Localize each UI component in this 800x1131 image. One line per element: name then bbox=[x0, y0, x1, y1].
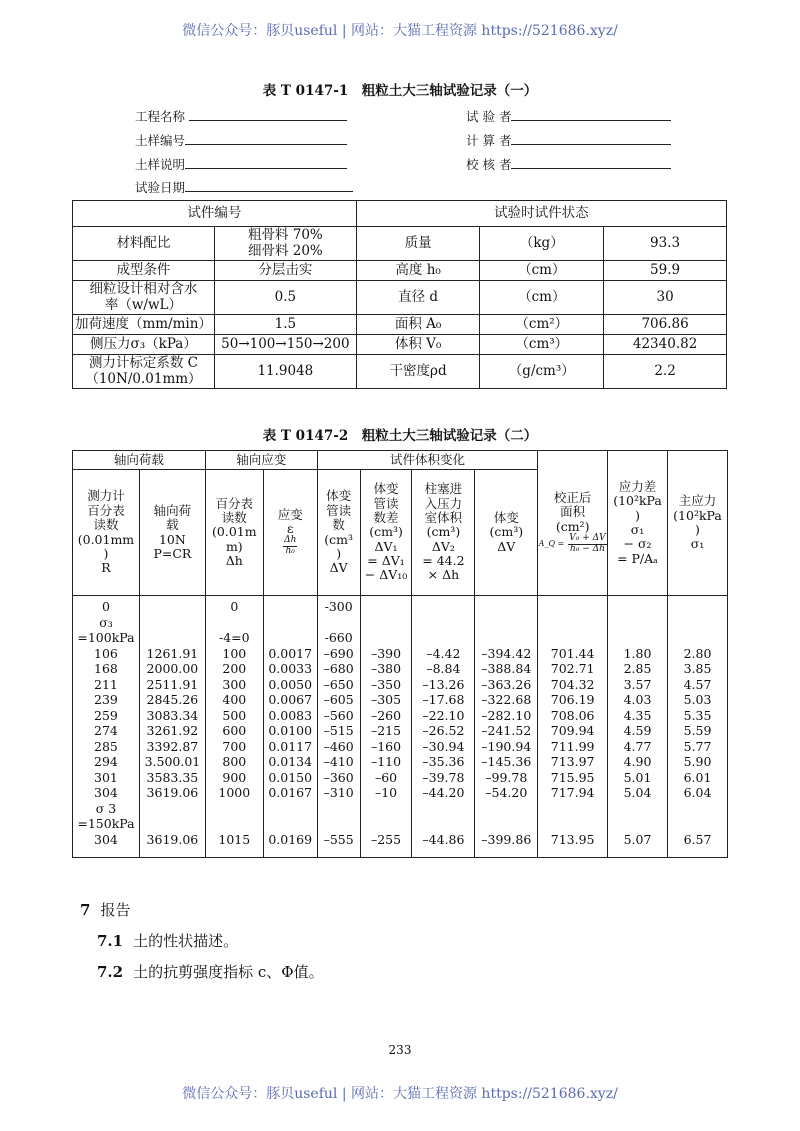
table-cell bbox=[608, 801, 667, 817]
table-cell bbox=[140, 615, 205, 631]
table-cell bbox=[475, 630, 537, 646]
t1-cell: 93.3 bbox=[604, 227, 727, 261]
table-cell: 5.59 bbox=[683, 723, 712, 738]
table-cell: -4=0 bbox=[219, 630, 250, 645]
table-cell: –460 bbox=[323, 738, 354, 754]
table-cell: 1261.91 bbox=[146, 645, 199, 661]
t2-data-c6 bbox=[360, 596, 412, 858]
table-cell: –605 bbox=[323, 692, 354, 707]
t1-cell: 加荷速度（mm/min） bbox=[73, 315, 215, 335]
field-checker: 校 核 者 bbox=[466, 155, 671, 173]
table-cell: –4.42 bbox=[426, 645, 461, 661]
t1-cell: 706.86 bbox=[604, 315, 727, 335]
field-tester: 试 验 者 bbox=[466, 107, 671, 125]
table-cell: 2.85 bbox=[623, 661, 652, 676]
report-heading: 7 报告 bbox=[80, 901, 131, 919]
table-cell: –322.68 bbox=[481, 692, 532, 707]
table-cell: –10 bbox=[374, 785, 398, 800]
table-cell: 3.85 bbox=[683, 661, 712, 676]
table-cell bbox=[668, 599, 727, 615]
t1-header-left: 试件编号 bbox=[73, 201, 357, 227]
table-cell: 0.0033 bbox=[268, 661, 313, 676]
table-cell bbox=[608, 599, 667, 615]
table-cell: –650 bbox=[323, 676, 354, 692]
table-cell bbox=[318, 801, 360, 817]
t1-cell: 直径 d bbox=[356, 281, 480, 315]
table-cell: 4.77 bbox=[623, 738, 652, 754]
table1 bbox=[72, 200, 727, 389]
table-cell bbox=[361, 615, 412, 631]
table-cell: –260 bbox=[370, 707, 402, 723]
field-test-date: 试验日期 bbox=[135, 178, 353, 196]
table-cell: 0 bbox=[101, 599, 110, 614]
t2-data-c4 bbox=[263, 596, 317, 858]
t1-cell: 侧压力σ₃（kPa） bbox=[73, 335, 215, 355]
table-cell: –215 bbox=[370, 723, 402, 738]
table2-title: 表 T 0147-2 粗粒土大三轴试验记录（二） bbox=[262, 428, 538, 444]
table-cell: –388.84 bbox=[481, 661, 532, 676]
table-cell: –555 bbox=[323, 831, 354, 847]
table-cell bbox=[361, 630, 412, 646]
table-cell: 3392.87 bbox=[146, 738, 199, 754]
t2-col-principal-stress: 主应力 (10²kPa ) σ₁ bbox=[667, 451, 727, 596]
table-cell bbox=[264, 801, 317, 817]
table-cell: –30.94 bbox=[422, 738, 465, 754]
t2-col-axial-load: 轴向荷 载 10N P=CR bbox=[139, 470, 205, 596]
table-cell: –394.42 bbox=[481, 645, 532, 661]
table-cell: 5.04 bbox=[623, 785, 652, 800]
t1-cell: 42340.82 bbox=[604, 335, 727, 355]
table2 bbox=[72, 450, 728, 858]
table-cell: –560 bbox=[323, 707, 354, 723]
table-cell: 0.0100 bbox=[268, 723, 313, 738]
table-cell bbox=[264, 599, 317, 615]
table-cell: 5.77 bbox=[683, 738, 712, 754]
table-cell: –690 bbox=[323, 645, 354, 661]
table-cell bbox=[668, 801, 727, 817]
table-cell: –399.86 bbox=[481, 831, 532, 847]
watermark-top: 微信公众号：豚贝useful | 网站：大猫工程资源 https://521686.xyz/ bbox=[182, 23, 618, 39]
table-cell: 3619.06 bbox=[146, 785, 199, 800]
table-cell: 3261.92 bbox=[146, 723, 199, 738]
table-cell: 6.04 bbox=[683, 785, 712, 800]
table-cell: 304 bbox=[94, 831, 118, 847]
table-cell: 715.95 bbox=[550, 769, 595, 785]
table-cell: 211 bbox=[94, 676, 118, 692]
t2-data-c1 bbox=[73, 596, 140, 858]
table-cell bbox=[608, 615, 667, 631]
table-cell: 701.44 bbox=[550, 645, 595, 661]
table-cell: –515 bbox=[323, 723, 354, 738]
t1-cell: 测力计标定系数 C （10N/0.01mm） bbox=[73, 355, 215, 389]
table-cell: -660 bbox=[324, 630, 353, 645]
table-cell bbox=[140, 599, 205, 615]
table-cell: –60 bbox=[374, 769, 398, 785]
table-cell: 6.01 bbox=[683, 769, 712, 785]
t1-cell: 细粒设计相对含水 率（w/wL） bbox=[73, 281, 215, 315]
t2-data-row bbox=[73, 596, 728, 858]
table-cell bbox=[538, 816, 607, 832]
table-cell: –8.84 bbox=[426, 661, 461, 676]
table-cell: 900 bbox=[222, 769, 247, 785]
field-sample-desc: 土样说明 bbox=[135, 155, 347, 173]
table-cell: 6.57 bbox=[683, 831, 712, 847]
table-cell: –22.10 bbox=[422, 707, 465, 723]
report-item-2: 7.2 土的抗剪强度指标 c、Φ值。 bbox=[97, 963, 324, 981]
table-cell bbox=[264, 630, 317, 646]
table-cell bbox=[475, 801, 537, 817]
table-cell: –145.36 bbox=[481, 754, 532, 769]
table-cell: σ 3 bbox=[95, 800, 117, 816]
t2-group-axial-strain: 轴向应变 bbox=[205, 451, 317, 470]
table-cell: –17.68 bbox=[422, 692, 465, 707]
t2-data-c2 bbox=[139, 596, 205, 858]
table-cell: 0.0167 bbox=[268, 785, 313, 800]
table-cell: 600 bbox=[222, 723, 247, 738]
table-cell bbox=[412, 630, 474, 646]
table-cell: 4.35 bbox=[623, 707, 652, 723]
table-cell: –160 bbox=[370, 738, 402, 754]
t2-data-c8 bbox=[475, 596, 538, 858]
t2-col-corrected-area: 校正后 面积 (cm²) A_Q = $\frac{\text{V₀ + ΔV}}{\text{h₀ − Δh}}$ bbox=[538, 451, 608, 596]
table-cell: 200 bbox=[222, 661, 247, 676]
table-cell: 717.94 bbox=[550, 785, 595, 800]
t2-group-axial-load: 轴向荷载 bbox=[73, 451, 206, 470]
table-cell: 106 bbox=[94, 645, 118, 661]
table-cell: 3583.35 bbox=[146, 769, 199, 785]
watermark-bottom: 微信公众号：豚贝useful | 网站：大猫工程资源 https://521686.xyz/ bbox=[182, 1086, 618, 1102]
t2-data-c10 bbox=[608, 596, 668, 858]
table-cell bbox=[206, 816, 263, 832]
table-cell: 3619.06 bbox=[146, 831, 199, 847]
report-item-1: 7.1 土的性状描述。 bbox=[97, 932, 239, 950]
table-cell bbox=[412, 599, 474, 615]
table-cell: -300 bbox=[324, 599, 353, 614]
page-number: 233 bbox=[388, 1043, 412, 1057]
t2-col-volume-reading: 体变 管读 数 (cm³ ) ΔV bbox=[317, 470, 360, 596]
table-cell bbox=[264, 816, 317, 832]
table-cell: 294 bbox=[94, 754, 118, 769]
t2-col-volume-diff: 体变 管读 数差 (cm³) ΔV₁ = ΔV₁ − ΔV₁₀ bbox=[360, 470, 412, 596]
t1-cell: 分层击实 bbox=[214, 261, 356, 281]
table-cell bbox=[668, 630, 727, 646]
table-cell: –390 bbox=[370, 645, 402, 661]
table-cell: 713.97 bbox=[550, 754, 595, 769]
table-cell bbox=[538, 599, 607, 615]
t2-group-volume-change: 试件体积变化 bbox=[317, 451, 538, 470]
t1-cell: 体积 V₀ bbox=[356, 335, 480, 355]
table-cell: 711.99 bbox=[550, 738, 595, 754]
table-cell: 3.57 bbox=[623, 676, 652, 692]
table-cell: 0.0083 bbox=[268, 707, 313, 723]
table-cell bbox=[538, 615, 607, 631]
table-cell: –380 bbox=[370, 661, 402, 676]
table-cell: 400 bbox=[222, 692, 247, 707]
table-cell: 700 bbox=[222, 738, 247, 754]
table-cell: 0.0017 bbox=[268, 645, 313, 661]
table-cell: =150kPa bbox=[77, 816, 135, 831]
table-cell: 5.35 bbox=[683, 707, 712, 723]
table-cell: 3.500.01 bbox=[144, 754, 201, 769]
table-cell: 5.03 bbox=[683, 692, 712, 707]
table-cell: –35.36 bbox=[422, 754, 465, 769]
table-cell: 168 bbox=[94, 661, 118, 676]
table-cell: –110 bbox=[370, 754, 402, 769]
table-cell bbox=[475, 599, 537, 615]
table-cell: 239 bbox=[94, 692, 118, 707]
table-cell: 713.95 bbox=[550, 831, 595, 847]
t1-cell: 成型条件 bbox=[73, 261, 215, 281]
table-cell: 300 bbox=[222, 676, 247, 692]
table-cell: –190.94 bbox=[481, 738, 532, 754]
table-cell: –54.20 bbox=[485, 785, 528, 800]
t2-data-c5 bbox=[317, 596, 360, 858]
table-cell: 1000 bbox=[218, 785, 251, 800]
table-cell bbox=[361, 599, 412, 615]
table-cell: 709.94 bbox=[550, 723, 595, 738]
table-cell: –99.78 bbox=[485, 769, 528, 785]
table-cell bbox=[318, 816, 360, 832]
t2-data-c11 bbox=[667, 596, 727, 858]
table-cell: 0.0134 bbox=[268, 754, 313, 769]
table-cell: 100 bbox=[222, 645, 247, 661]
table-cell: –310 bbox=[323, 785, 354, 800]
table-cell: 2511.91 bbox=[146, 676, 199, 692]
table-cell: –305 bbox=[370, 692, 402, 707]
table-cell: 285 bbox=[94, 738, 118, 754]
table-cell: 1015 bbox=[218, 831, 251, 847]
table-cell: 259 bbox=[94, 707, 118, 723]
t1-cell: （cm²） bbox=[480, 315, 604, 335]
t2-col-gauge-reading: 百分表 读数 (0.01m m) Δh bbox=[205, 470, 263, 596]
t1-cell: （cm³） bbox=[480, 335, 604, 355]
t1-cell: 30 bbox=[604, 281, 727, 315]
t1-cell: 高度 h₀ bbox=[356, 261, 480, 281]
table-cell bbox=[608, 816, 667, 832]
t1-cell: 11.9048 bbox=[214, 355, 356, 389]
t2-data-c3 bbox=[205, 596, 263, 858]
t2-col-volume-change: 体变 (cm³) ΔV bbox=[475, 470, 538, 596]
table-cell: 4.03 bbox=[623, 692, 652, 707]
table-cell: –44.86 bbox=[422, 831, 465, 847]
table-cell bbox=[140, 816, 205, 832]
table-cell: 0.0117 bbox=[268, 738, 313, 754]
table-cell: 0.0169 bbox=[268, 831, 313, 847]
table-cell bbox=[475, 615, 537, 631]
table-cell: –350 bbox=[370, 676, 402, 692]
area-formula: A_Q = bbox=[538, 539, 565, 549]
table-cell: 3083.34 bbox=[146, 707, 199, 723]
t2-col-strain: 应变 ε $\frac{\Delta h}{\text{h₀}}$ bbox=[263, 470, 317, 596]
t1-cell: 质量 bbox=[356, 227, 480, 261]
table-cell: 301 bbox=[94, 769, 118, 785]
table-cell: –44.20 bbox=[422, 785, 465, 800]
t1-cell: 粗骨料 70% 细骨料 20% bbox=[214, 227, 356, 261]
table-cell bbox=[318, 615, 360, 631]
table-cell bbox=[140, 801, 205, 817]
t1-cell: （g/cm³） bbox=[480, 355, 604, 389]
field-sample-no: 土样编号 bbox=[135, 131, 347, 149]
table-cell: 2845.26 bbox=[146, 692, 199, 707]
table-cell: σ₃ bbox=[99, 614, 113, 630]
table-cell: –282.10 bbox=[481, 707, 532, 723]
t1-header-right: 试验时试件状态 bbox=[356, 201, 726, 227]
table-cell: 5.07 bbox=[623, 831, 652, 847]
table-cell bbox=[538, 801, 607, 817]
table1-title: 表 T 0147-1 粗粒土大三轴试验记录（一） bbox=[262, 83, 538, 99]
table-cell bbox=[412, 816, 474, 832]
table-cell: 0.0067 bbox=[268, 692, 313, 707]
t1-cell: （kg） bbox=[480, 227, 604, 261]
table-cell: =100kPa bbox=[77, 630, 135, 645]
table-cell: 500 bbox=[222, 707, 247, 723]
t1-cell: 50→100→150→200 bbox=[214, 335, 356, 355]
t2-data-c9 bbox=[538, 596, 608, 858]
t1-cell: 材料配比 bbox=[73, 227, 215, 261]
table-cell bbox=[412, 615, 474, 631]
table-cell: 4.57 bbox=[683, 676, 712, 692]
t2-data-c7 bbox=[412, 596, 475, 858]
t1-cell: 59.9 bbox=[604, 261, 727, 281]
table-cell bbox=[668, 816, 727, 832]
table-cell: 4.59 bbox=[623, 723, 652, 738]
table-cell: –13.26 bbox=[422, 676, 465, 692]
table-cell bbox=[264, 615, 317, 631]
table-cell bbox=[140, 630, 205, 646]
table-cell: 304 bbox=[94, 785, 118, 800]
table-cell: –363.26 bbox=[481, 676, 532, 692]
table-cell: –360 bbox=[323, 769, 354, 785]
table-cell bbox=[361, 816, 412, 832]
table-cell bbox=[412, 801, 474, 817]
table-cell bbox=[668, 615, 727, 631]
t1-cell: 干密度ρd bbox=[356, 355, 480, 389]
table-cell: –241.52 bbox=[481, 723, 532, 738]
field-calculator: 计 算 者 bbox=[466, 131, 671, 149]
t2-col-piston-volume: 柱塞进 入压力 室体积 (cm³) ΔV₂ = 44.2 × Δh bbox=[412, 470, 475, 596]
table-cell: 1.80 bbox=[623, 645, 652, 661]
table-cell: 0 bbox=[230, 599, 239, 614]
table-cell bbox=[361, 801, 412, 817]
table-cell bbox=[206, 615, 263, 631]
table-cell: 800 bbox=[222, 754, 247, 769]
table-cell: 706.19 bbox=[550, 692, 595, 707]
table-cell bbox=[206, 801, 263, 817]
table-cell: 2000.00 bbox=[146, 661, 199, 676]
table-cell: –680 bbox=[323, 661, 354, 676]
table-cell: –410 bbox=[323, 754, 354, 769]
table-cell: –255 bbox=[370, 831, 402, 847]
table-cell: 708.06 bbox=[550, 707, 595, 723]
t1-cell: 2.2 bbox=[604, 355, 727, 389]
strain-formula: $\frac{\Delta h}{\text{h₀}}$ bbox=[284, 535, 297, 557]
t1-cell: （cm） bbox=[480, 261, 604, 281]
table-cell: 5.90 bbox=[683, 754, 712, 769]
table-cell: 4.90 bbox=[623, 754, 652, 769]
table-cell: 0.0050 bbox=[268, 676, 313, 692]
table-cell bbox=[608, 630, 667, 646]
table-cell: 5.01 bbox=[623, 769, 652, 785]
t1-cell: 1.5 bbox=[214, 315, 356, 335]
t1-cell: 0.5 bbox=[214, 281, 356, 315]
table-cell: 274 bbox=[94, 723, 118, 738]
table-cell bbox=[475, 816, 537, 832]
field-project-name: 工程名称 bbox=[135, 107, 347, 125]
table-cell: 0.0150 bbox=[268, 769, 313, 785]
table-cell bbox=[538, 630, 607, 646]
t2-col-dial-reading: 测力计 百分表 读数 (0.01mm ) R bbox=[73, 470, 140, 596]
table-cell: –26.52 bbox=[422, 723, 465, 738]
table-cell: 2.80 bbox=[683, 645, 712, 661]
t2-col-stress-diff: 应力差 (10²kPa ) σ₁ − σ₂ = P/Aₐ bbox=[608, 451, 668, 596]
table-cell: –39.78 bbox=[422, 769, 465, 785]
t1-cell: 面积 A₀ bbox=[356, 315, 480, 335]
table-cell: 704.32 bbox=[550, 676, 595, 692]
table-cell: 702.71 bbox=[550, 661, 595, 676]
t1-cell: （cm） bbox=[480, 281, 604, 315]
